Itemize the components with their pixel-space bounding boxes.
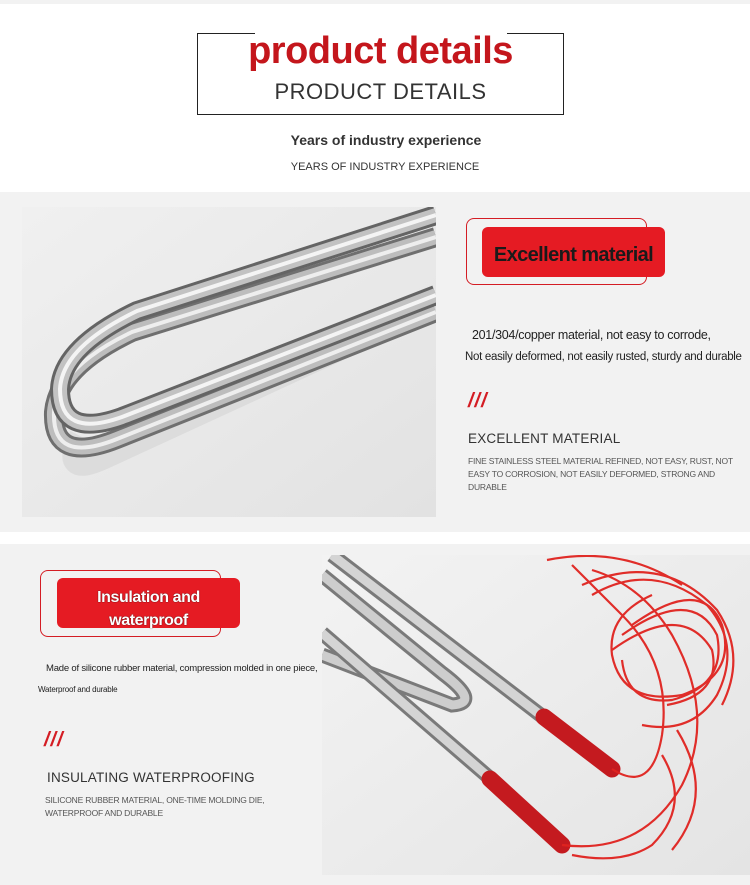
material-description-line2: Not easily deformed, not easily rusted, sturdy and durable: [465, 351, 742, 363]
material-heading: EXCELLENT MATERIAL: [468, 431, 621, 446]
material-slash-decoration: ///: [468, 390, 488, 412]
material-description-line1: 201/304/copper material, not easy to corrode,: [472, 328, 711, 342]
insulation-detail-text: SILICONE RUBBER MATERIAL, ONE-TIME MOLDING DIE, WATERPROOF AND DURABLE: [45, 795, 265, 818]
experience-tagline: Years of industry experience: [290, 132, 482, 148]
insulation-description-line1: Made of silicone rubber material, compression molded in one piece,: [46, 663, 318, 674]
insulation-description-line2: Waterproof and durable: [38, 685, 118, 694]
insulation-badge-line2: waterproof: [109, 612, 188, 629]
insulation-badge-line1: Insulation and: [97, 589, 200, 606]
page-title: product details: [248, 30, 513, 72]
material-detail-text: FINE STAINLESS STEEL MATERIAL REFINED, NOT EASY, RUST, NOT EASY TO CORROSION, NOT EASILY DEFORMED, STRONG AND DURABLE: [468, 456, 733, 492]
page-subtitle: PRODUCT DETAILS: [274, 79, 487, 104]
insulation-heading: INSULATING WATERPROOFING: [47, 770, 255, 785]
stainless-tube-photo: [22, 207, 436, 517]
insulation-slash-decoration: ///: [44, 729, 64, 751]
insulated-tube-photo: [322, 555, 750, 875]
experience-tagline-caps: YEARS OF INDUSTRY EXPERIENCE: [290, 161, 480, 173]
top-divider: [0, 0, 750, 4]
insulation-badge-label: [57, 586, 240, 632]
material-badge-label: Excellent material: [493, 244, 654, 266]
